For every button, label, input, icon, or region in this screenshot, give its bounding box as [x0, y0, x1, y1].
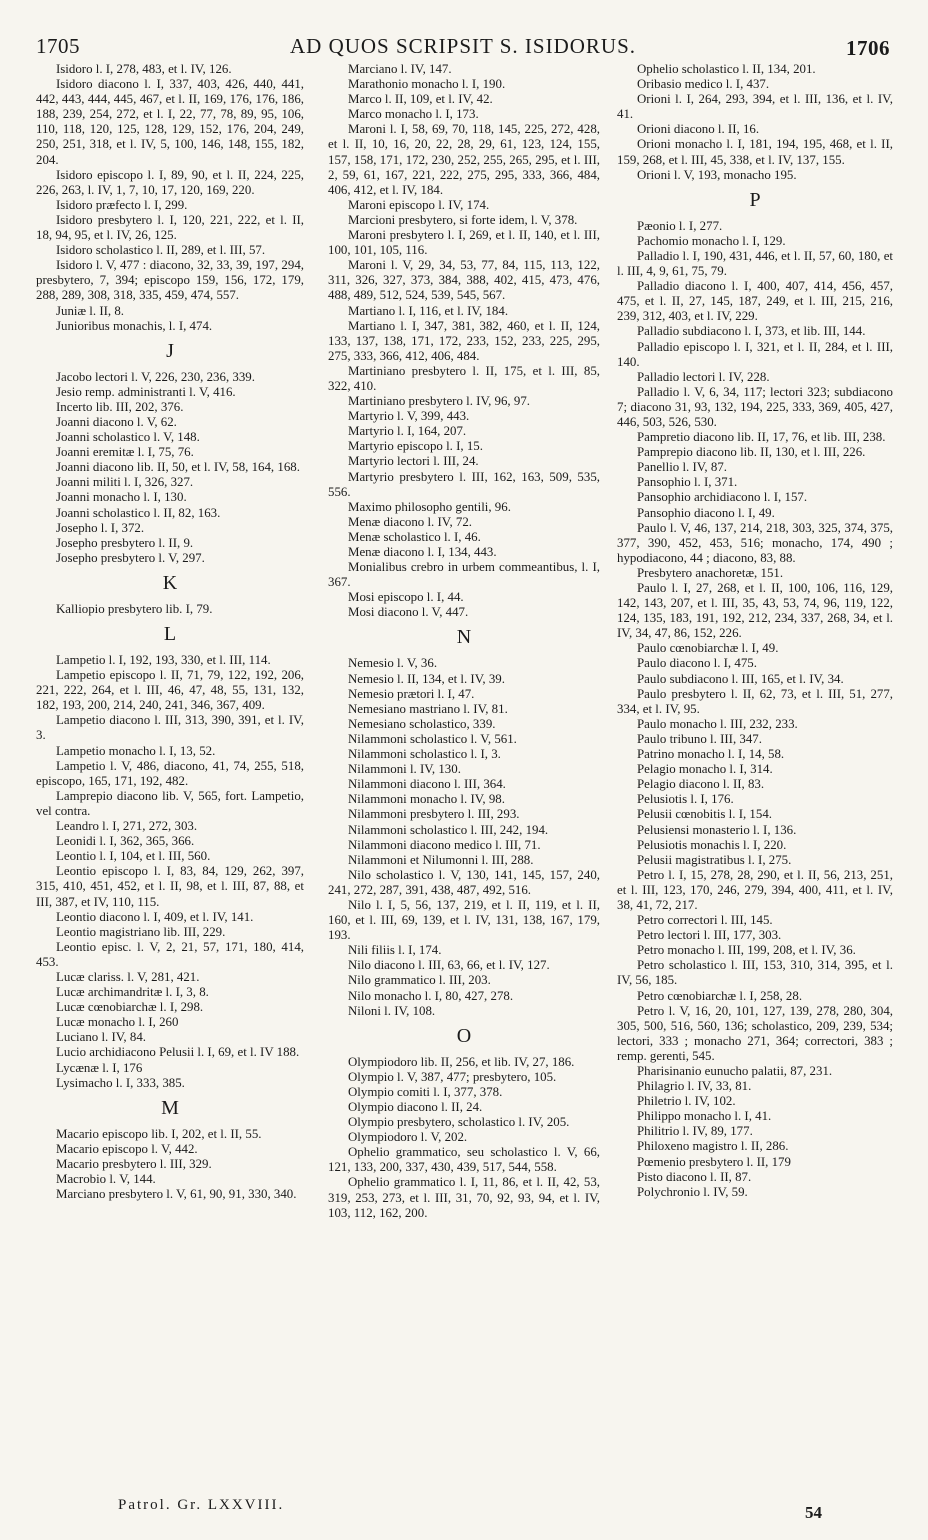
- index-entry: Nilo grammatico l. III, 203.: [348, 973, 491, 988]
- index-entry: Menæ diacono l. IV, 72.: [348, 514, 473, 529]
- index-entry: Isidoro l. I, 278, 483, et l. IV, 126.: [56, 62, 232, 76]
- index-entry: Pharisinanio eunucho palatii, 87, 231.: [637, 1064, 833, 1078]
- page-number-right: 1706: [846, 36, 890, 60]
- index-entry: Leontio diacono l. I, 409, et l. IV, 141.: [56, 909, 254, 924]
- section-letter: K: [162, 571, 178, 594]
- index-entry: Joanni scholastico l. V, 148.: [56, 430, 200, 445]
- section-letter: O: [456, 1024, 472, 1047]
- index-entry: Nilammoni diacono medico l. III, 71.: [348, 837, 541, 852]
- index-entry: Pansophio diacono l. I, 49.: [637, 505, 775, 520]
- index-entry: Nilo diacono l. III, 63, 66, et l. IV, 127.: [348, 958, 550, 973]
- index-entry: Ophelio grammatico l. I, 11, 86, et l. II, 42, 53, 319, 253, 273, et l. III, 31, 70, 92, 93, 94, et l. IV, 103, 112, 162, 200.: [328, 1175, 600, 1220]
- index-entry: Pamprepio diacono lib. II, 130, et l. III, 226.: [637, 445, 866, 460]
- index-entry: Pelusii magistratibus l. I, 275.: [637, 852, 792, 867]
- index-entry: Lampetio monacho l. I, 13, 52.: [56, 743, 216, 758]
- index-entry: Paulo presbytero l. II, 62, 73, et l. III, 51, 277, 334, et l. IV, 95.: [617, 686, 893, 716]
- index-entry: Maroni episcopo l. IV, 174.: [348, 197, 490, 212]
- index-entry: Nemesio l. II, 134, et l. IV, 39.: [348, 671, 505, 686]
- section-letter: M: [161, 1096, 179, 1119]
- index-entry: Nemesiano scholastico, 339.: [348, 716, 496, 731]
- section-letter: P: [749, 188, 761, 211]
- index-entry: Nilo monacho l. I, 80, 427, 278.: [348, 988, 514, 1003]
- index-entry: Isidoro diacono l. I, 337, 403, 426, 440, 441, 442, 443, 444, 445, 467, et l. II, 169, 176, 176, 186, 188, 239, 254, 272, et l. I, 22, 77, 78, 89, 95, 106, 110, 118, 120, 125, 128, 129, 152, 176, 204, 249, 250, 251, 318, et l. IV, 5, 100, 146, 148, 155, 182, 204.: [36, 77, 304, 167]
- index-entry: Joanni scholastico l. II, 82, 163.: [56, 505, 221, 520]
- index-entry: Martyrio presbytero l. III, 162, 163, 509, 535, 556.: [328, 469, 600, 499]
- index-entry: Nilammoni diacono l. III, 364.: [348, 777, 506, 792]
- index-entry: Lucio archidiacono Pelusii l. I, 69, et l. IV 188.: [56, 1045, 300, 1060]
- index-entry: Joanni diacono l. V, 62.: [56, 414, 177, 429]
- index-entry: Macario presbytero l. III, 329.: [56, 1156, 212, 1171]
- index-entry: Martiano l. I, 347, 381, 382, 460, et l. II, 124, 133, 137, 138, 171, 172, 233, 152, 233, 225, 295, 275, 333, 366, 412, 406, 484.: [328, 318, 600, 363]
- index-entry: Orioni diacono l. II, 16.: [637, 122, 760, 137]
- index-entry: Lucæ cœnobiarchæ l. I, 298.: [56, 1000, 204, 1015]
- index-entry: Orioni monacho l. I, 181, 194, 195, 468, et l. II, 159, 268, et l. III, 45, 338, et l. IV, 137, 155.: [617, 137, 893, 167]
- index-entry: Marco monacho l. I, 173.: [348, 107, 479, 122]
- page-number-left: 1705: [36, 34, 80, 58]
- index-entry: Josepho l. I, 372.: [56, 520, 145, 535]
- index-entry: Paulo tribuno l. III, 347.: [637, 731, 762, 746]
- index-entry: Joanni monacho l. I, 130.: [56, 490, 187, 505]
- index-entry: Mosi diacono l. V, 447.: [348, 605, 469, 620]
- index-entry: Marciano l. IV, 147.: [348, 62, 452, 76]
- index-entry: Ophelio grammatico, seu scholastico l. V, 66, 121, 133, 200, 337, 430, 439, 517, 544, 558.: [328, 1145, 600, 1175]
- index-entry: Jacobo lectori l. V, 226, 230, 236, 339.: [56, 369, 255, 384]
- index-entry: Josepho presbytero l. II, 9.: [56, 535, 194, 550]
- index-entry: Palladio subdiacono l. I, 373, et lib. III, 144.: [637, 324, 866, 339]
- index-entry: Martiniano presbytero l. IV, 96, 97.: [348, 394, 530, 409]
- index-entry: Lucæ monacho l. I, 260: [56, 1015, 179, 1030]
- index-entry: Incerto lib. III, 202, 376.: [56, 399, 184, 414]
- index-entry: Pæonio l. I, 277.: [637, 218, 723, 233]
- index-entry: Nili filiis l. I, 174.: [348, 943, 442, 958]
- index-entry: Joanni diacono lib. II, 50, et l. IV, 58, 164, 168.: [56, 460, 300, 475]
- index-entry: Junioribus monachis, l. I, 474.: [56, 318, 213, 333]
- index-entry: Niloni l. IV, 108.: [348, 1003, 436, 1018]
- index-entry: Olympiodoro l. V, 202.: [348, 1130, 468, 1145]
- index-entry: Philitrio l. IV, 89, 177.: [637, 1124, 753, 1139]
- index-entry: Leontio episc. l. V, 2, 21, 57, 171, 180, 414, 453.: [36, 939, 304, 969]
- index-entry: Monialibus crebro in urbem commeantibus, l. I, 367.: [328, 560, 600, 590]
- index-entry: Isidoro scholastico l. II, 289, et l. III, 57.: [56, 243, 266, 258]
- index-entry: Macrobio l. V, 144.: [56, 1172, 156, 1186]
- index-entry: Olympio l. V, 387, 477; presbytero, 105.: [348, 1069, 557, 1084]
- index-entry: Olympio comiti l. I, 377, 378.: [348, 1084, 503, 1099]
- index-entry: Lucæ archimandritæ l. I, 3, 8.: [56, 985, 209, 1000]
- index-entry: Palladio episcopo l. I, 321, et l. II, 284, et l. III, 140.: [617, 339, 893, 369]
- index-entry: Olympio presbytero, scholastico l. IV, 205.: [348, 1115, 570, 1130]
- index-entry: Pelusiotis monachis l. I, 220.: [637, 837, 787, 852]
- index-entry: Mosi episcopo l. I, 44.: [348, 590, 464, 605]
- index-entry: Kalliopio presbytero lib. I, 79.: [56, 601, 213, 616]
- index-entry: Macario episcopo l. V, 442.: [56, 1141, 198, 1156]
- index-entry: Macario episcopo lib. I, 202, et l. II, 55.: [56, 1126, 262, 1141]
- index-entry: Nilo scholastico l. V, 130, 141, 145, 157, 240, 241, 272, 287, 391, 438, 487, 492, 516.: [328, 867, 600, 897]
- index-entry: Presbytero anachoretæ, 151.: [637, 565, 784, 580]
- index-entry: Pelagio monacho l. I, 314.: [637, 762, 773, 777]
- index-column-1: [36, 62, 304, 1202]
- section-letter: N: [456, 626, 472, 649]
- index-entry: Pelagio diacono l. II, 83.: [637, 777, 765, 792]
- index-entry: Pansophio l. I, 371.: [637, 475, 738, 490]
- index-entry: Philoxeno magistro l. II, 286.: [637, 1139, 789, 1154]
- index-entry: Nilammoni monacho l. IV, 98.: [348, 792, 505, 807]
- index-entry: Maximo philosopho gentili, 96.: [348, 499, 511, 514]
- index-entry: Nilammoni et Nilumonni l. III, 288.: [348, 852, 534, 867]
- index-entry: Martyrio l. I, 164, 207.: [348, 424, 467, 439]
- index-entry: Leontio l. I, 104, et l. III, 560.: [56, 849, 211, 864]
- index-entry: Joanni eremitæ l. I, 75, 76.: [56, 445, 194, 460]
- index-entry: Martiano l. I, 116, et l. IV, 184.: [348, 303, 509, 318]
- index-entry: Pelusiotis l. I, 176.: [637, 792, 734, 807]
- index-entry: Martyrio l. V, 399, 443.: [348, 409, 470, 424]
- index-entry: Lampetio episcopo l. II, 71, 79, 122, 192, 206, 221, 222, 264, et l. III, 46, 47, 48, 55, 131, 132, 182, 193, 200, 214, 240, 241, 346, 367, 409.: [36, 668, 304, 713]
- index-entry: Martyrio lectori l. III, 24.: [348, 454, 479, 469]
- index-entry: Nilammoni scholastico l. I, 3.: [348, 747, 501, 762]
- index-entry: Palladio lectori l. IV, 228.: [637, 369, 770, 384]
- index-entry: Paulo subdiacono l. III, 165, et l. IV, 34.: [637, 671, 844, 686]
- index-entry: Pelusiensi monasterio l. I, 136.: [637, 822, 797, 837]
- index-entry: Philippo monacho l. I, 41.: [637, 1109, 772, 1124]
- index-entry: Nilo l. I, 5, 56, 137, 219, et l. II, 119, et l. II, 160, et l. III, 69, 139, et l. IV, 131, 138, 167, 179, 193.: [328, 897, 600, 943]
- index-entry: Paulo l. I, 27, 268, et l. II, 100, 106, 116, 129, 142, 143, 207, et l. III, 35, 43, 53, 74, 96, 119, 122, 124, 135, 183, 191, 192, 212, 234, 337, 268, 34, et l. IV, 34, 47, 86, 152, 226.: [617, 581, 893, 641]
- index-entry: Josepho presbytero l. V, 297.: [56, 550, 205, 565]
- index-entry: Palladio diacono l. I, 400, 407, 414, 456, 457, 475, et l. II, 27, 145, 187, 249, et l. III, 215, 216, 239, 312, 403, et l. IV, 229.: [617, 279, 893, 324]
- index-entry: Pœmenio presbytero l. II, 179: [637, 1154, 791, 1169]
- index-entry: Pisto diacono l. II, 87.: [637, 1169, 752, 1184]
- index-entry: Ophelio scholastico l. II, 134, 201.: [637, 62, 816, 76]
- index-entry: Polychronio l. IV, 59.: [637, 1184, 748, 1199]
- index-entry: Leontio episcopo l. I, 83, 84, 129, 262, 397, 315, 410, 451, 452, et l. II, 98, et l. III, 87, 88, et III, 387, et IV, 110, 115.: [36, 864, 304, 909]
- index-entry: Isidoro l. V, 477 : diacono, 32, 33, 39, 197, 294, presbytero, 7, 394; episcopo 159, 156, 172, 179, 288, 289, 308, 318, 335, 459, 474, 557.: [36, 258, 304, 303]
- index-entry: Philetrio l. IV, 102.: [637, 1094, 736, 1109]
- index-entry: Menæ scholastico l. I, 46.: [348, 529, 481, 544]
- index-entry: Lycænæ l. I, 176: [56, 1060, 143, 1075]
- index-entry: Paulo cœnobiarchæ l. I, 49.: [637, 641, 779, 656]
- index-column-2: [328, 62, 600, 1221]
- index-entry: Paulo monacho l. III, 232, 233.: [637, 716, 798, 731]
- index-entry: Petro l. V, 16, 20, 101, 127, 139, 278, 280, 304, 305, 500, 516, 560, 136; scholastico, 209, 239, 534; lectori, 333 ; monacho 271, 364; correctori, 383 ; remp. gerenti, 545.: [617, 1003, 893, 1063]
- index-entry: Isidoro episcopo l. I, 89, 90, et l. II, 224, 225, 226, 263, l. IV, 1, 7, 10, 17, 120, 169, 220.: [36, 167, 304, 197]
- index-entry: Marcioni presbytero, si forte idem, l. V, 378.: [348, 212, 578, 227]
- index-entry: Petro monacho l. III, 199, 208, et l. IV, 36.: [637, 943, 856, 958]
- index-entry: Marciano presbytero l. V, 61, 90, 91, 330, 340.: [56, 1187, 297, 1202]
- running-title: AD QUOS SCRIPSIT S. ISIDORUS.: [289, 34, 637, 58]
- index-entry: Lamprepio diacono lib. V, 565, fort. Lampetio, vel contra.: [36, 788, 304, 818]
- footer-volume: Patrol. Gr. LXXVIII.: [118, 1497, 285, 1513]
- index-entry: Isidoro præfecto l. I, 299.: [56, 197, 188, 212]
- section-letter: J: [166, 339, 174, 362]
- index-entry: Leandro l. I, 271, 272, 303.: [56, 819, 198, 834]
- index-entry: Martiniano presbytero l. II, 175, et l. III, 85, 322, 410.: [328, 363, 600, 393]
- index-entry: Luciano l. IV, 84.: [56, 1030, 146, 1045]
- index-entry: Philagrio l. IV, 33, 81.: [637, 1079, 752, 1094]
- index-entry: Panellio l. IV, 87.: [637, 460, 727, 475]
- index-entry: Orioni l. V, 193, monacho 195.: [637, 167, 797, 182]
- index-entry: Orioni l. I, 264, 293, 394, et l. III, 136, et l. IV, 41.: [617, 92, 893, 122]
- index-entry: Leonidi l. I, 362, 365, 366.: [56, 834, 195, 849]
- index-entry: Lampetio l. V, 486, diacono, 41, 74, 255, 518, episcopo, 165, 171, 192, 482.: [36, 758, 304, 788]
- index-entry: Nemesio prætori l. I, 47.: [348, 686, 475, 701]
- index-entry: Lucæ clariss. l. V, 281, 421.: [56, 969, 200, 984]
- index-entry: Marathonio monacho l. I, 190.: [348, 77, 506, 92]
- section-letter: L: [163, 623, 177, 645]
- footer-signature: 54: [805, 1503, 822, 1522]
- index-entry: Pansophio archidiacono l. I, 157.: [637, 490, 808, 505]
- page-header: [36, 34, 890, 64]
- index-entry: Juniæ l. II, 8.: [56, 303, 125, 318]
- index-entry: Nilammoni scholastico l. III, 242, 194.: [348, 822, 549, 837]
- index-entry: Oribasio medico l. I, 437.: [637, 77, 770, 92]
- index-entry: Palladio l. V, 6, 34, 117; lectori 323; subdiacono 7; diacono 31, 93, 132, 194, 225, 333, 369, 405, 427, 446, 503, 526, 530.: [617, 384, 893, 429]
- index-entry: Nilammoni presbytero l. III, 293.: [348, 807, 520, 822]
- index-entry: Nemesiano mastriano l. IV, 81.: [348, 701, 508, 716]
- index-entry: Isidoro presbytero l. I, 120, 221, 222, et l. II, 18, 94, 95, et l. IV, 26, 125.: [36, 212, 304, 243]
- index-entry: Pampretio diacono lib. II, 17, 76, et lib. III, 238.: [637, 430, 886, 445]
- index-entry: Martyrio episcopo l. I, 15.: [348, 439, 483, 454]
- index-entry: Joanni militi l. I, 326, 327.: [56, 475, 194, 490]
- index-entry: Palladio l. I, 190, 431, 446, et l. II, 57, 60, 180, et l. III, 4, 9, 61, 75, 79.: [617, 248, 893, 279]
- index-entry: Menæ diacono l. I, 134, 443.: [348, 545, 497, 559]
- index-entry: Jesio remp. administranti l. V, 416.: [56, 384, 236, 399]
- index-entry: Pachomio monacho l. I, 129.: [637, 233, 786, 248]
- index-entry: Pelusii cœnobitis l. I, 154.: [637, 807, 772, 822]
- index-entry: Petro l. I, 15, 278, 28, 290, et l. II, 56, 213, 251, et l. III, 123, 170, 246, 279, 394, 400, 411, et l. IV, 38, 41, 72, 217.: [617, 867, 893, 912]
- index-entry: Leontio magistriano lib. III, 229.: [56, 924, 226, 939]
- index-entry: Nilammoni l. IV, 130.: [348, 762, 461, 777]
- index-entry: Petro correctori l. III, 145.: [637, 913, 773, 928]
- index-entry: Petro scholastico l. III, 153, 310, 314, 395, et l. IV, 56, 185.: [617, 958, 893, 988]
- index-entry: Paulo diacono l. I, 475.: [637, 656, 757, 671]
- index-entry: Petro lectori l. III, 177, 303.: [637, 928, 782, 943]
- index-entry: Maroni l. V, 29, 34, 53, 77, 84, 115, 113, 122, 311, 326, 327, 373, 384, 388, 402, 415, 473, 476, 488, 489, 512, 524, 539, 545, 567.: [328, 258, 600, 303]
- index-entry: Patrino monacho l. I, 14, 58.: [637, 747, 785, 762]
- index-entry: Petro cœnobiarchæ l. I, 258, 28.: [637, 988, 803, 1003]
- index-entry: Maroni l. I, 58, 69, 70, 118, 145, 225, 272, 428, et l. II, 10, 16, 20, 22, 28, 29, 61, 123, 124, 155, 157, 158, 171, 172, 230, 252, 255, 265, 295, et l. III, 2, 59, 61, 167, 221, 222, 275, 295, 333, 366, 484, 406, 412, et l. IV, 184.: [328, 122, 600, 197]
- index-entry: Marco l. II, 109, et l. IV, 42.: [348, 92, 493, 107]
- index-entry: Nilammoni scholastico l. V, 561.: [348, 731, 517, 746]
- index-entry: Olympiodoro lib. II, 256, et lib. IV, 27, 186.: [348, 1054, 575, 1069]
- index-entry: Lampetio diacono l. III, 313, 390, 391, et l. IV, 3.: [36, 713, 304, 743]
- index-entry: Paulo l. V, 46, 137, 214, 218, 303, 325, 374, 375, 377, 390, 452, 453, 516; monacho, 174, 490 ; hypodiacono, 44 ; diacono, 83, 88.: [617, 520, 893, 565]
- index-entry: Olympio diacono l. II, 24.: [348, 1100, 483, 1114]
- index-entry: Lysimacho l. I, 333, 385.: [56, 1075, 185, 1090]
- index-entry: Lampetio l. I, 192, 193, 330, et l. III, 114.: [56, 653, 271, 667]
- index-column-3: [617, 62, 893, 1200]
- index-entry: Maroni presbytero l. I, 269, et l. II, 140, et l. III, 100, 101, 105, 116.: [328, 228, 600, 258]
- index-entry: Nemesio l. V, 36.: [348, 656, 438, 671]
